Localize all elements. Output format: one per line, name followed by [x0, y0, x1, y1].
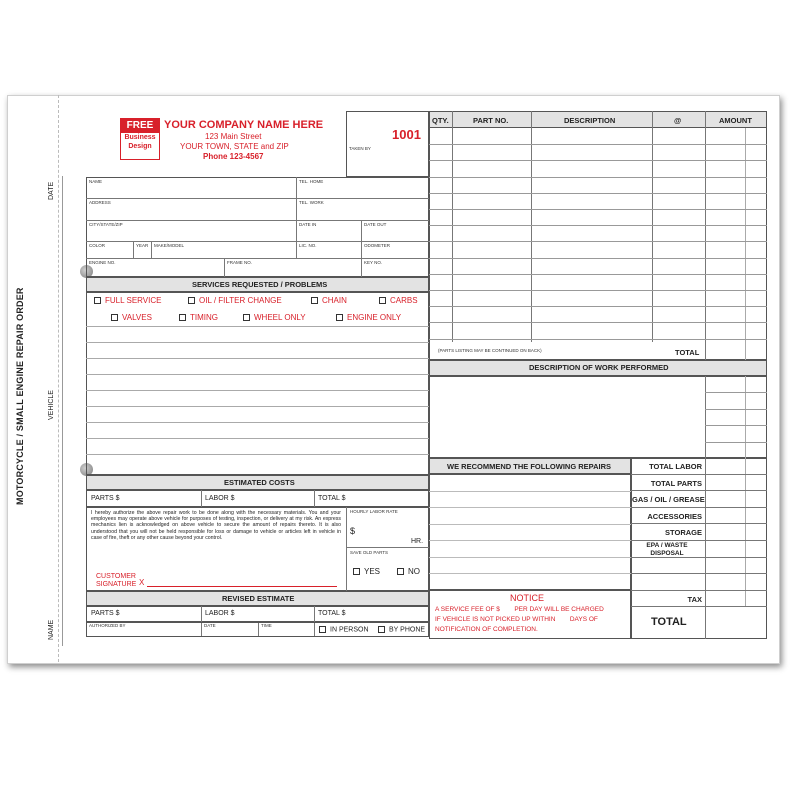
- revised-time-label: TIME: [261, 623, 272, 628]
- totals-label: GAS / OIL / GREASE: [632, 495, 705, 504]
- work-row-line: [705, 392, 767, 393]
- perforation-line: [58, 95, 59, 662]
- totals-label: EPA / WASTE DISPOSAL: [646, 542, 688, 557]
- totals-row-line: [631, 540, 767, 541]
- signature-label-1: CUSTOMER: [96, 573, 136, 580]
- grand-total-label: TOTAL: [651, 616, 687, 628]
- hourly-rate-dollar: $: [350, 526, 356, 536]
- parts-row-line: [429, 160, 767, 161]
- totals-label: TOTAL PARTS: [650, 479, 702, 488]
- name-field-label: NAME: [89, 179, 103, 184]
- notice-line1: A SERVICE FEE OF $ PER DAY WILL BE CHARGED: [435, 606, 604, 613]
- parts-row-line: [429, 177, 767, 178]
- parts-row-line: [429, 274, 767, 275]
- recommend-row-line: [429, 507, 631, 508]
- in-person-option[interactable]: IN PERSON: [319, 626, 369, 633]
- logo-business: Business: [124, 134, 156, 141]
- parts-row-line: [429, 241, 767, 242]
- order-number: 1001: [392, 127, 421, 142]
- parts-total-label: TOTAL: [675, 348, 700, 357]
- signature-line[interactable]: [147, 586, 337, 587]
- engine-label: ENGINE NO.: [89, 260, 116, 265]
- service-chain[interactable]: CHAIN: [311, 296, 347, 305]
- qty-header: QTY.: [432, 116, 449, 125]
- frame-label: FRAME NO.: [227, 260, 253, 265]
- totals-row-line: [631, 573, 767, 574]
- recommend-row-line: [429, 524, 631, 525]
- estimate-row: [86, 490, 429, 507]
- date-out-label: DATE OUT: [364, 222, 387, 227]
- stub-name-label: NAME: [48, 619, 55, 640]
- totals-label: TAX: [687, 595, 702, 604]
- totals-row-line: [631, 490, 767, 491]
- service-carbs[interactable]: CARBS: [379, 296, 418, 305]
- business-design-logo: [120, 118, 160, 160]
- recommend-title: WE RECOMMEND THE FOLLOWING REPAIRS: [447, 462, 612, 471]
- estimate-labor: LABOR $: [205, 495, 235, 502]
- checkbox[interactable]: [319, 626, 326, 633]
- part-no-header: PART NO.: [473, 116, 509, 125]
- service-full[interactable]: FULL SERVICE: [94, 296, 161, 305]
- work-row-line: [705, 425, 767, 426]
- recommend-row-line: [429, 491, 631, 492]
- odometer-label: ODOMETER: [364, 243, 391, 248]
- make-label: MAKE/MODEL: [154, 243, 185, 248]
- hourly-rate-label: HOURLY LABOR RATE: [350, 509, 398, 514]
- estimate-title: ESTIMATED COSTS: [224, 478, 295, 487]
- notice-title: NOTICE: [510, 593, 545, 603]
- company-city: YOUR TOWN, STATE and ZIP: [180, 142, 289, 151]
- side-title: MOTORCYCLE / SMALL ENGINE REPAIR ORDER: [15, 287, 25, 505]
- parts-row-line: [429, 258, 767, 259]
- date-in-label: DATE IN: [299, 222, 317, 227]
- parts-row-line: [429, 225, 767, 226]
- taken-by-label: TAKEN BY: [349, 146, 371, 151]
- by-phone-option[interactable]: BY PHONE: [378, 626, 425, 633]
- revised-date-label: DATE: [204, 623, 216, 628]
- parts-row-line: [429, 144, 767, 145]
- city-label: CITY/STATE/ZIP: [89, 222, 123, 227]
- estimate-total: TOTAL $: [318, 495, 346, 502]
- revised-labor: LABOR $: [205, 610, 235, 617]
- authorization-text: I hereby authorize the above repair work to be done along with the necessary materials. You and your employees may operate above vehicle for purposes of testing, inspection, or delivery at my risk. An express mechanics lien is acknowledged on above vehicle to secure the amount of repairs thereto. It is also understood that you will not be held responsible for loss or damage to vehicle or articles left in vehicle in case of fire, theft or any other cause beyond your control.: [91, 510, 341, 541]
- year-label: YEAR: [136, 243, 149, 248]
- service-oil[interactable]: OIL / FILTER CHANGE: [188, 296, 282, 305]
- key-label: KEY NO.: [364, 260, 383, 265]
- order-number-box: [346, 111, 429, 177]
- tel-work-label: TEL. WORK: [299, 200, 324, 205]
- recommend-row-line: [429, 540, 631, 541]
- totals-label: STORAGE: [665, 528, 702, 537]
- revised-parts: PARTS $: [91, 610, 120, 617]
- work-area: [429, 376, 767, 458]
- service-timing[interactable]: TIMING: [179, 313, 218, 322]
- signature-x: X: [139, 578, 145, 587]
- problems-area: [86, 292, 429, 475]
- estimate-parts: PARTS $: [91, 495, 120, 502]
- checkbox[interactable]: [397, 568, 404, 575]
- company-street: 123 Main Street: [205, 132, 262, 141]
- recommend-row-line: [429, 573, 631, 574]
- save-parts-yes[interactable]: YES: [353, 567, 380, 576]
- parts-row-line: [429, 209, 767, 210]
- parts-row-line: [429, 306, 767, 307]
- checkbox[interactable]: [378, 626, 385, 633]
- color-label: COLOR: [89, 243, 106, 248]
- authorized-by-label: AUTHORIZED BY: [89, 623, 126, 628]
- signature-label-2: SIGNATURE: [96, 581, 137, 588]
- stub-vehicle-label: VEHICLE: [48, 390, 55, 420]
- service-valves[interactable]: VALVES: [111, 313, 152, 322]
- address-label: ADDRESS: [89, 200, 111, 205]
- totals-label: ACCESSORIES: [647, 512, 702, 521]
- save-parts-label: SAVE OLD PARTS: [350, 550, 389, 555]
- at-header: @: [674, 116, 682, 125]
- revised-title: REVISED ESTIMATE: [222, 594, 295, 603]
- save-parts-no[interactable]: NO: [397, 567, 420, 576]
- tel-home-label: TEL. HOME: [299, 179, 324, 184]
- logo-design: Design: [128, 143, 152, 150]
- totals-label: TOTAL LABOR: [649, 462, 702, 471]
- service-engine[interactable]: ENGINE ONLY: [336, 313, 401, 322]
- totals-row-line: [631, 474, 767, 475]
- notice-line2: IF VEHICLE IS NOT PICKED UP WITHIN DAYS OF: [435, 616, 598, 623]
- parts-note: (PARTS LISTING MAY BE CONTINUED ON BACK): [438, 348, 542, 353]
- company-phone: Phone 123-4567: [203, 152, 264, 161]
- parts-row-line: [429, 339, 767, 340]
- company-name: YOUR COMPANY NAME HERE: [164, 119, 324, 131]
- stub-border: [62, 176, 63, 646]
- parts-row-line: [429, 322, 767, 323]
- logo-free: FREE: [121, 119, 159, 133]
- lic-label: LIC. NO.: [299, 243, 317, 248]
- totals-row-line: [631, 590, 767, 591]
- parts-row-line: [429, 290, 767, 291]
- work-row-line: [705, 442, 767, 443]
- recommend-row-line: [429, 557, 631, 558]
- stub-date-label: DATE: [48, 181, 55, 200]
- work-row-line: [705, 409, 767, 410]
- revised-row: [86, 606, 429, 622]
- hourly-rate-hr: HR.: [411, 538, 424, 545]
- description-header: DESCRIPTION: [564, 116, 616, 125]
- service-wheel[interactable]: WHEEL ONLY: [243, 313, 306, 322]
- parts-row-line: [429, 193, 767, 194]
- notice-line3: NOTIFICATION OF COMPLETION.: [435, 626, 538, 633]
- work-title: DESCRIPTION OF WORK PERFORMED: [529, 363, 669, 372]
- services-title: SERVICES REQUESTED / PROBLEMS: [192, 280, 328, 289]
- totals-row-line: [631, 606, 767, 607]
- revised-total: TOTAL $: [318, 610, 346, 617]
- totals-row-line: [631, 507, 767, 508]
- amount-header: AMOUNT: [719, 116, 752, 125]
- totals-row-line: [631, 523, 767, 524]
- checkbox[interactable]: [353, 568, 360, 575]
